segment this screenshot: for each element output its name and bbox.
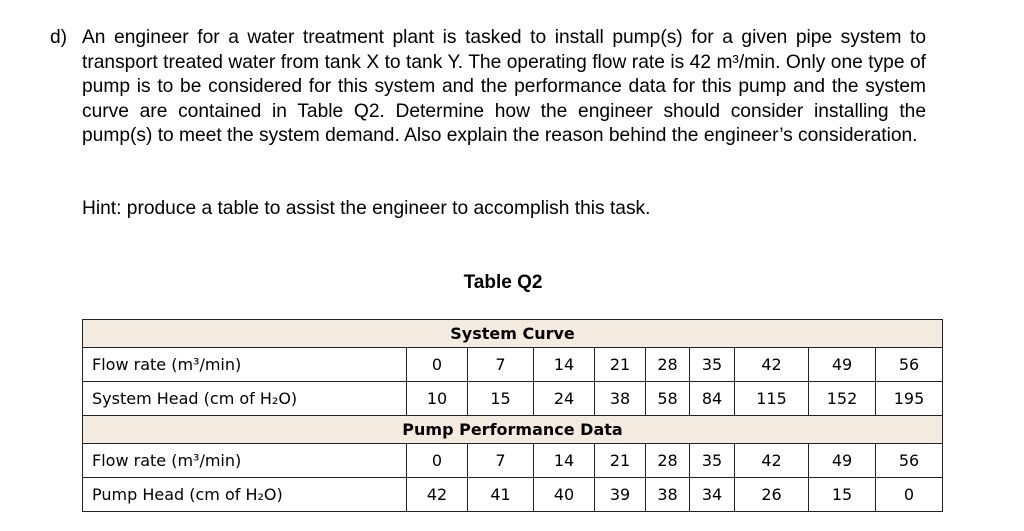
table-cell: 58 (646, 382, 690, 416)
table-cell: 35 (690, 444, 735, 478)
table-row (83, 478, 943, 512)
table-cell: 42 (735, 348, 809, 382)
hint-text: Hint: produce a table to assist the engineer to accomplish this task. (82, 198, 651, 219)
table-cell: 0 (407, 348, 468, 382)
table-cell: 0 (407, 444, 468, 478)
table-caption: Table Q2 (463, 272, 543, 293)
table-cell: 0 (876, 478, 943, 512)
table-cell: 49 (809, 348, 876, 382)
table-cell: 35 (690, 348, 735, 382)
table-cell: 7 (468, 348, 534, 382)
table-row (83, 444, 943, 478)
row-label: Flow rate (m³/min) (83, 444, 407, 478)
table-cell: 7 (468, 444, 534, 478)
table-cell: 40 (534, 478, 595, 512)
table-cell: 195 (876, 382, 943, 416)
section-title: Pump Performance Data (83, 416, 943, 444)
table-cell: 115 (735, 382, 809, 416)
table-cell: 10 (407, 382, 468, 416)
table-cell: 41 (468, 478, 534, 512)
section-header-row (83, 320, 943, 348)
table-cell: 34 (690, 478, 735, 512)
table-cell: 14 (534, 348, 595, 382)
table-cell: 24 (534, 382, 595, 416)
table-cell: 38 (646, 478, 690, 512)
table-cell: 15 (809, 478, 876, 512)
table-cell: 42 (407, 478, 468, 512)
table-row (83, 382, 943, 416)
table-cell: 56 (876, 348, 943, 382)
row-label: Pump Head (cm of H₂O) (83, 478, 407, 512)
table-cell: 38 (595, 382, 646, 416)
table-cell: 26 (735, 478, 809, 512)
table-cell: 56 (876, 444, 943, 478)
table-cell: 84 (690, 382, 735, 416)
section-title: System Curve (83, 320, 943, 348)
question-d (50, 26, 926, 149)
table-cell: 14 (534, 444, 595, 478)
table-cell: 28 (646, 348, 690, 382)
table-cell: 15 (468, 382, 534, 416)
table-cell: 49 (809, 444, 876, 478)
table-cell: 21 (595, 348, 646, 382)
question-label: d) (50, 27, 68, 48)
table-q2 (82, 319, 943, 512)
row-label: Flow rate (m³/min) (83, 348, 407, 382)
table-cell: 152 (809, 382, 876, 416)
table-row (83, 348, 943, 382)
table-cell: 21 (595, 444, 646, 478)
table-cell: 28 (646, 444, 690, 478)
section-header-row (83, 416, 943, 444)
row-label: System Head (cm of H₂O) (83, 382, 407, 416)
table-cell: 39 (595, 478, 646, 512)
table-cell: 42 (735, 444, 809, 478)
question-text: An engineer for a water treatment plant is tasked to install pump(s) for a given pipe system to transport treated water from tank X to tank Y. The operating flow rate is 42 m³/min. Only one type of pump is to be considered for this system and the performance data for this pump and the system curve are contained in Table Q2. Determine how the engineer should consider installing the pump(s) to meet the system demand. Also explain the reason behind the engineer’s consideration. (82, 27, 926, 146)
